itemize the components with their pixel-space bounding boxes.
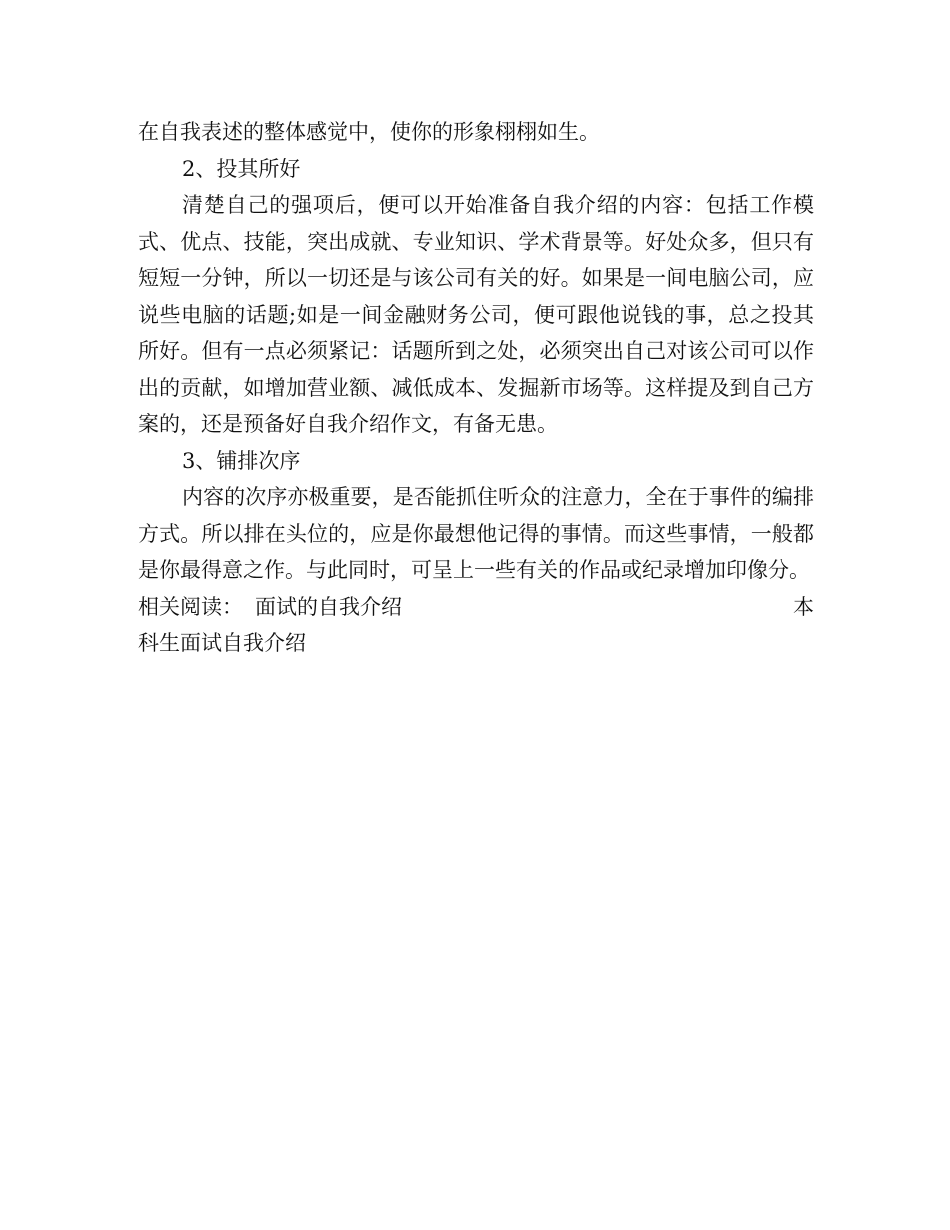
section-heading-2: 2、投其所好 [182, 156, 301, 181]
related-reading [138, 589, 814, 626]
related-link-undergrad-intro-part1[interactable]: 本 [793, 594, 814, 619]
paragraph-body-2: 清楚自己的强项后，便可以开始准备自我介绍的内容：包括工作模式、优点、技能，突出成就、专业知识、学术背景等。好处众多，但只有短短一分钟，所以一切还是与该公司有关的好。如果是一间电脑公司，应说些电脑的话题;如是一间金融财务公司，便可跟他说钱的事，总之投其所好。但有一点必须紧记：话题所到之处，必须突出自己对该公司可以作出的贡献，如增加营业额、减低成本、发掘新市场等。这样提及到自己方案的，还是预备好自我介绍作文，有备无患。 [138, 193, 814, 436]
document-body [138, 114, 814, 662]
paragraph-continuation: 在自我表述的整体感觉中，使你的形象栩栩如生。 [138, 120, 600, 144]
section-heading-3: 3、铺排次序 [182, 448, 301, 473]
related-reading-label: 相关阅读： [138, 594, 243, 619]
related-link-interview-intro[interactable]: 面试的自我介绍 [255, 594, 402, 619]
paragraph-body-3: 内容的次序亦极重要，是否能抓住听众的注意力，全在于事件的编排方式。所以排在头位的，应是你最想他记得的事情。而这些事情，一般都是你最得意之作。与此同时，可呈上一些有关的作品或纪录增加印像分。 [138, 485, 814, 582]
related-link-undergrad-intro-part2[interactable]: 科生面试自我介绍 [138, 631, 306, 655]
related-reading-left [138, 589, 402, 626]
